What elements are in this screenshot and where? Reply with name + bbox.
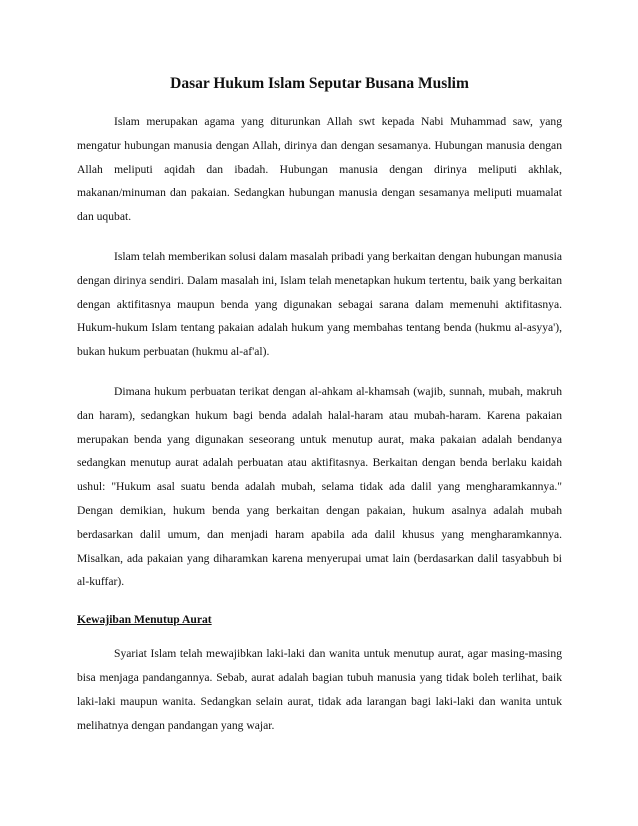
section-heading: Kewajiban Menutup Aurat [77,613,212,627]
section-paragraph-1: Syariat Islam telah mewajibkan laki-laki dan wanita untuk menutup aurat, agar masing-masing bisa menjaga pandangannya. Sebab, aurat adalah bagian tubuh manusia yang tidak boleh terlihat, baik laki-laki maupun wanita. Sedangkan selain aurat, tidak ada larangan bagi laki-laki dan wanita untuk melihatnya dengan pandangan yang wajar. [77,647,562,732]
document-title: Dasar Hukum Islam Seputar Busana Muslim [170,75,469,92]
paragraph-3: Dimana hukum perbuatan terikat dengan al-ahkam al-khamsah (wajib, sunnah, mubah, makruh dan haram), sedangkan hukum bagi benda adalah halal-haram atau mubah-haram. Karena pakaian merupakan benda yang digunakan seseorang untuk menutup aurat, maka pakaian adalah bendanya sedangkan menutup aurat adalah perbuatan atau aktifitasnya. Berkaitan dengan benda berlaku kaidah ushul: "Hukum asal suatu benda adalah mubah, selama tidak ada dalil yang mengharamkannya." Dengan demikian, hukum benda yang berkaitan dengan pakaian, hukum asalnya adalah mubah berdasarkan dalil umum, dan menjadi haram apabila ada dalil khusus yang mengharamkannya. Misalkan, ada pakaian yang diharamkan karena menyerupai umat lain (berdasarkan dalil tasyabbuh bi al-kuffar). [77,384,562,589]
document-page [77,74,562,753]
paragraph-1: Islam merupakan agama yang diturunkan Allah swt kepada Nabi Muhammad saw, yang mengatur hubungan manusia dengan Allah, dirinya dan dengan sesamanya. Hubungan manusia dengan Allah meliputi aqidah dan ibadah. Hubungan manusia dengan dirinya meliputi akhlak, makanan/minuman dan pakaian. Sedangkan hubungan manusia dengan sesamanya meliputi muamalat dan uqubat. [77,115,562,224]
paragraph-2: Islam telah memberikan solusi dalam masalah pribadi yang berkaitan dengan hubungan manusia dengan dirinya sendiri. Dalam masalah ini, Islam telah menetapkan hukum tertentu, baik yang berkaitan dengan aktifitasnya maupun benda yang digunakan sebagai sarana dalam memenuhi aktifitasnya. Hukum-hukum Islam tentang pakaian adalah hukum yang membahas tentang benda (hukmu al-asyya'), bukan hukum perbuatan (hukmu al-af'al). [77,249,562,359]
